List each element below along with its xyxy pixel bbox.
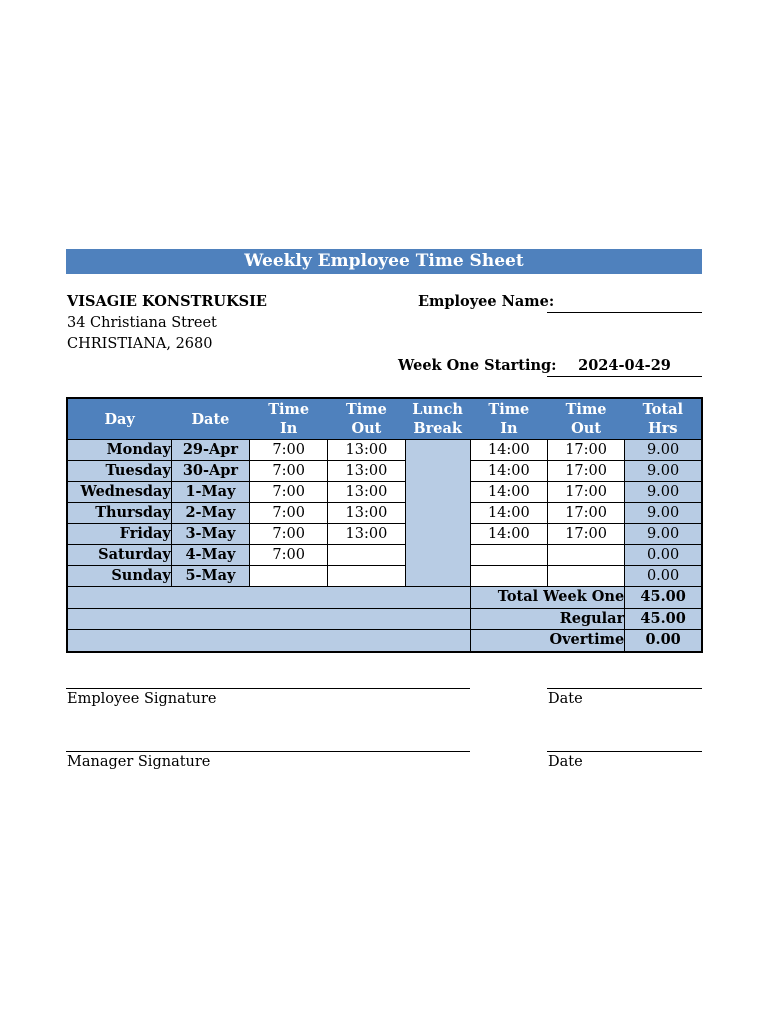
total-hrs-cell: 9.00 (625, 482, 702, 503)
day-cell: Tuesday (67, 461, 171, 482)
time-in-2-cell[interactable] (470, 566, 547, 587)
table-row (67, 566, 702, 587)
header-time-out-1: Time Out (328, 398, 405, 440)
table-row (67, 545, 702, 566)
time-in-2-cell[interactable]: 14:00 (470, 524, 547, 545)
time-out-2-cell[interactable] (547, 545, 624, 566)
day-cell: Monday (67, 440, 171, 461)
summary-spacer (67, 630, 470, 652)
day-cell: Wednesday (67, 482, 171, 503)
summary-spacer (67, 587, 470, 609)
employee-signature-label: Employee Signature (67, 691, 217, 707)
time-in-1-cell[interactable]: 7:00 (250, 503, 328, 524)
time-in-1-cell[interactable]: 7:00 (250, 545, 328, 566)
regular-label: Regular (470, 608, 624, 630)
time-in-1-cell[interactable]: 7:00 (250, 461, 328, 482)
day-cell: Thursday (67, 503, 171, 524)
header-row (67, 398, 702, 440)
time-in-2-cell[interactable]: 14:00 (470, 461, 547, 482)
summary-spacer (67, 608, 470, 630)
date-cell: 4-May (171, 545, 249, 566)
header-total-hrs: Total Hrs (625, 398, 702, 440)
total-hrs-cell: 9.00 (625, 524, 702, 545)
time-out-1-cell[interactable]: 13:00 (328, 461, 405, 482)
day-cell: Sunday (67, 566, 171, 587)
time-out-1-cell[interactable] (328, 545, 405, 566)
table-row (67, 524, 702, 545)
time-in-2-cell[interactable]: 14:00 (470, 503, 547, 524)
lunch-break-cell (405, 440, 470, 587)
total-hrs-cell: 9.00 (625, 503, 702, 524)
summary-row-regular (67, 608, 702, 630)
time-in-2-cell[interactable] (470, 545, 547, 566)
time-out-2-cell[interactable]: 17:00 (547, 503, 624, 524)
table-row (67, 482, 702, 503)
time-in-1-cell[interactable]: 7:00 (250, 482, 328, 503)
company-street: 34 Christiana Street (67, 315, 217, 331)
table-row (67, 461, 702, 482)
date-cell: 5-May (171, 566, 249, 587)
time-out-2-cell[interactable]: 17:00 (547, 524, 624, 545)
total-hrs-cell: 0.00 (625, 566, 702, 587)
company-name: VISAGIE KONSTRUKSIE (67, 293, 267, 310)
manager-signature-line[interactable] (66, 751, 470, 752)
day-cell: Friday (67, 524, 171, 545)
total-week-value: 45.00 (625, 587, 702, 609)
sheet-title: Weekly Employee Time Sheet (66, 249, 702, 274)
summary-row-total (67, 587, 702, 609)
time-out-1-cell[interactable]: 13:00 (328, 482, 405, 503)
date-cell: 30-Apr (171, 461, 249, 482)
header-time-in-2: Time In (470, 398, 547, 440)
week-starting-value[interactable]: 2024-04-29 (547, 357, 702, 377)
manager-date-line[interactable] (547, 751, 702, 752)
company-city: CHRISTIANA, 2680 (67, 336, 213, 352)
day-cell: Saturday (67, 545, 171, 566)
total-week-label: Total Week One (470, 587, 624, 609)
total-hrs-cell: 9.00 (625, 461, 702, 482)
time-out-1-cell[interactable]: 13:00 (328, 440, 405, 461)
date-cell: 1-May (171, 482, 249, 503)
overtime-value: 0.00 (625, 630, 702, 652)
time-out-1-cell[interactable]: 13:00 (328, 524, 405, 545)
employee-name-label: Employee Name: (418, 293, 555, 310)
employee-date-line[interactable] (547, 688, 702, 689)
employee-signature-line[interactable] (66, 688, 470, 689)
header-date: Date (171, 398, 249, 440)
time-out-1-cell[interactable]: 13:00 (328, 503, 405, 524)
employee-date-label: Date (548, 691, 583, 707)
header-time-out-2: Time Out (547, 398, 624, 440)
regular-value: 45.00 (625, 608, 702, 630)
time-in-2-cell[interactable]: 14:00 (470, 440, 547, 461)
header-time-in-1: Time In (250, 398, 328, 440)
time-in-1-cell[interactable]: 7:00 (250, 440, 328, 461)
time-out-2-cell[interactable]: 17:00 (547, 482, 624, 503)
time-in-1-cell[interactable]: 7:00 (250, 524, 328, 545)
summary-row-overtime (67, 630, 702, 652)
time-out-1-cell[interactable] (328, 566, 405, 587)
table-row (67, 503, 702, 524)
time-out-2-cell[interactable]: 17:00 (547, 440, 624, 461)
week-starting-label: Week One Starting: (398, 357, 557, 374)
employee-name-field[interactable] (547, 293, 702, 313)
timesheet-table (66, 397, 703, 653)
time-out-2-cell[interactable]: 17:00 (547, 461, 624, 482)
time-in-1-cell[interactable] (250, 566, 328, 587)
table-row (67, 440, 702, 461)
total-hrs-cell: 0.00 (625, 545, 702, 566)
time-in-2-cell[interactable]: 14:00 (470, 482, 547, 503)
date-cell: 2-May (171, 503, 249, 524)
overtime-label: Overtime (470, 630, 624, 652)
total-hrs-cell: 9.00 (625, 440, 702, 461)
date-cell: 29-Apr (171, 440, 249, 461)
time-out-2-cell[interactable] (547, 566, 624, 587)
manager-signature-label: Manager Signature (67, 754, 211, 770)
header-lunch-break: Lunch Break (405, 398, 470, 440)
header-day: Day (67, 398, 171, 440)
manager-date-label: Date (548, 754, 583, 770)
date-cell: 3-May (171, 524, 249, 545)
